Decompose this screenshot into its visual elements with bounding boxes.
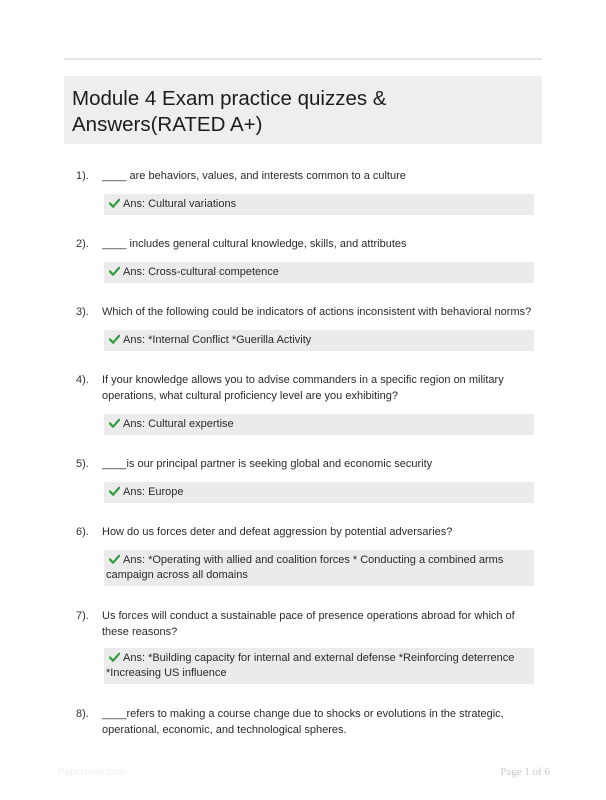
question-text: Which of the following could be indicators of actions inconsistent with behavioral norms? [102,306,532,318]
question-number: 5). [76,458,89,470]
answer-text: Ans: Cultural expertise [123,418,234,430]
source-watermark: Paperbrite.com [58,767,126,778]
question-text: If your knowledge allows you to advise commanders in a specific region on military operations, what cultural proficiency level are you exhibiting? [102,374,504,402]
answer-text: Ans: Cross-cultural competence [123,266,279,278]
answer-box [104,648,534,684]
answer-text: Ans: *Operating with allied and coalition forces * Conducting a combined arms campaign across all domains [106,554,504,581]
question-number: 6). [76,526,89,538]
check-icon [109,198,120,208]
title-banner [64,76,542,144]
question-text: ____ includes general cultural knowledge, skills, and attributes [102,238,407,250]
answer-text: Ans: *Internal Conflict *Guerilla Activity [123,334,312,346]
page-indicator: Page 1 of 6 [500,766,550,778]
check-icon [109,652,120,662]
answer-text: Ans: *Building capacity for internal and external defense *Reinforcing deterrence *Increasing US influence [106,652,515,679]
question-text: ____refers to making a course change due to shocks or evolutions in the strategic, operational, economic, and technological spheres. [102,708,504,736]
question-number: 1). [76,170,89,182]
check-icon [109,418,120,428]
question-number: 3). [76,306,89,318]
answer-text: Ans: Cultural variations [123,198,237,210]
answer-box [104,550,534,586]
answer-box [104,194,534,215]
answer-box [104,482,534,503]
question-number: 7). [76,610,89,622]
question-number: 8). [76,708,89,720]
question-text: ____is our principal partner is seeking global and economic security [102,458,433,470]
answer-box [104,414,534,435]
question-text: How do us forces deter and defeat aggression by potential adversaries? [102,526,453,538]
check-icon [109,334,120,344]
question-number: 4). [76,374,89,386]
check-icon [109,266,120,276]
question-text: Us forces will conduct a sustainable pace of presence operations abroad for which of these reasons? [102,610,515,638]
answer-text: Ans: Europe [123,486,184,498]
answer-box [104,262,534,283]
check-icon [109,554,120,564]
question-number: 2). [76,238,89,250]
question-text: ____ are behaviors, values, and interests common to a culture [102,170,406,182]
check-icon [109,486,120,496]
top-divider [64,58,542,60]
document-title: Module 4 Exam practice quizzes & Answers(RATED A+) [72,87,387,136]
answer-box [104,330,534,351]
